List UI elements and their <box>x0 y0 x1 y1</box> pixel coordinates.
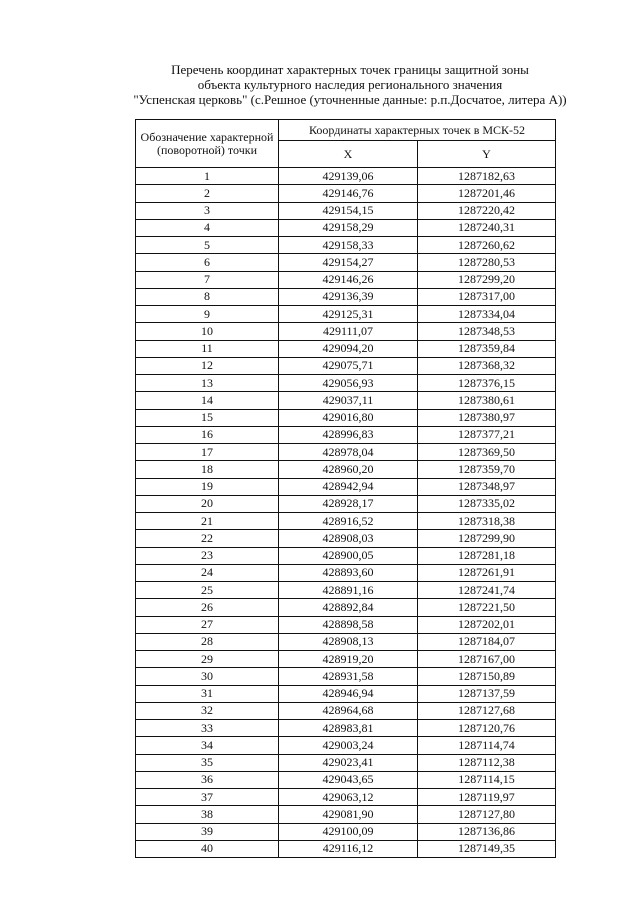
point-number-cell: 27 <box>136 616 279 633</box>
point-number-cell: 26 <box>136 599 279 616</box>
table-row <box>136 840 556 857</box>
x-coordinate-cell: 428964,68 <box>279 702 418 719</box>
y-coordinate-cell: 1287114,74 <box>418 737 556 754</box>
point-number-cell: 28 <box>136 633 279 650</box>
x-coordinate-cell: 428908,03 <box>279 530 418 547</box>
point-number-cell: 20 <box>136 495 279 512</box>
table-row <box>136 461 556 478</box>
y-coordinate-cell: 1287380,97 <box>418 409 556 426</box>
table-row <box>136 771 556 788</box>
x-coordinate-cell: 428919,20 <box>279 651 418 668</box>
point-number-cell: 38 <box>136 806 279 823</box>
x-coordinate-cell: 428931,58 <box>279 668 418 685</box>
point-number-cell: 18 <box>136 461 279 478</box>
y-coordinate-cell: 1287369,50 <box>418 444 556 461</box>
point-number-cell: 33 <box>136 720 279 737</box>
x-coordinate-cell: 429075,71 <box>279 357 418 374</box>
y-coordinate-cell: 1287184,07 <box>418 633 556 650</box>
x-coordinate-cell: 429158,29 <box>279 219 418 236</box>
point-number-cell: 4 <box>136 219 279 236</box>
y-coordinate-cell: 1287368,32 <box>418 357 556 374</box>
point-number-cell: 19 <box>136 478 279 495</box>
table-row <box>136 185 556 202</box>
x-coordinate-cell: 429116,12 <box>279 840 418 857</box>
point-number-cell: 24 <box>136 564 279 581</box>
x-coordinate-cell: 428946,94 <box>279 685 418 702</box>
y-coordinate-cell: 1287182,63 <box>418 168 556 185</box>
coords-group-header: Координаты характерных точек в МСК-52 <box>279 120 556 141</box>
x-coordinate-cell: 428892,84 <box>279 599 418 616</box>
table-row <box>136 202 556 219</box>
table-row <box>136 357 556 374</box>
x-coordinate-cell: 429081,90 <box>279 806 418 823</box>
y-coordinate-cell: 1287120,76 <box>418 720 556 737</box>
point-number-cell: 23 <box>136 547 279 564</box>
table-row <box>136 582 556 599</box>
y-coordinate-cell: 1287127,80 <box>418 806 556 823</box>
y-coordinate-cell: 1287348,53 <box>418 323 556 340</box>
point-number-cell: 10 <box>136 323 279 340</box>
y-column-header: Y <box>418 141 556 168</box>
point-number-cell: 30 <box>136 668 279 685</box>
point-number-cell: 9 <box>136 306 279 323</box>
y-coordinate-cell: 1287119,97 <box>418 789 556 806</box>
y-coordinate-cell: 1287149,35 <box>418 840 556 857</box>
point-number-cell: 36 <box>136 771 279 788</box>
y-coordinate-cell: 1287334,04 <box>418 306 556 323</box>
point-number-cell: 6 <box>136 254 279 271</box>
point-number-cell: 5 <box>136 237 279 254</box>
x-coordinate-cell: 428893,60 <box>279 564 418 581</box>
table-row <box>136 409 556 426</box>
point-number-cell: 34 <box>136 737 279 754</box>
y-coordinate-cell: 1287261,91 <box>418 564 556 581</box>
y-coordinate-cell: 1287136,86 <box>418 823 556 840</box>
x-coordinate-cell: 429154,27 <box>279 254 418 271</box>
y-coordinate-cell: 1287221,50 <box>418 599 556 616</box>
point-number-cell: 37 <box>136 789 279 806</box>
y-coordinate-cell: 1287150,89 <box>418 668 556 685</box>
x-coordinate-cell: 429139,06 <box>279 168 418 185</box>
y-coordinate-cell: 1287376,15 <box>418 375 556 392</box>
table-row <box>136 651 556 668</box>
x-coordinate-cell: 429063,12 <box>279 789 418 806</box>
y-coordinate-cell: 1287359,70 <box>418 461 556 478</box>
x-coordinate-cell: 429146,76 <box>279 185 418 202</box>
y-coordinate-cell: 1287220,42 <box>418 202 556 219</box>
table-row <box>136 754 556 771</box>
y-coordinate-cell: 1287114,15 <box>418 771 556 788</box>
x-coordinate-cell: 428908,13 <box>279 633 418 650</box>
y-coordinate-cell: 1287260,62 <box>418 237 556 254</box>
point-number-cell: 8 <box>136 288 279 305</box>
y-coordinate-cell: 1287348,97 <box>418 478 556 495</box>
table-row <box>136 219 556 236</box>
x-coordinate-cell: 428928,17 <box>279 495 418 512</box>
table-row <box>136 806 556 823</box>
x-coordinate-cell: 429023,41 <box>279 754 418 771</box>
y-coordinate-cell: 1287299,90 <box>418 530 556 547</box>
y-coordinate-cell: 1287299,20 <box>418 271 556 288</box>
point-number-cell: 21 <box>136 513 279 530</box>
x-coordinate-cell: 428960,20 <box>279 461 418 478</box>
point-number-cell: 13 <box>136 375 279 392</box>
point-number-cell: 25 <box>136 582 279 599</box>
table-row <box>136 702 556 719</box>
table-row <box>136 737 556 754</box>
x-coordinate-cell: 429043,65 <box>279 771 418 788</box>
point-number-cell: 16 <box>136 426 279 443</box>
title-line-2: объекта культурного наследия регионального значения <box>197 77 503 92</box>
y-coordinate-cell: 1287201,46 <box>418 185 556 202</box>
table-row <box>136 599 556 616</box>
table-row <box>136 633 556 650</box>
y-coordinate-cell: 1287137,59 <box>418 685 556 702</box>
table-row <box>136 823 556 840</box>
x-coordinate-cell: 428978,04 <box>279 444 418 461</box>
table-row <box>136 392 556 409</box>
y-coordinate-cell: 1287335,02 <box>418 495 556 512</box>
x-coordinate-cell: 428891,16 <box>279 582 418 599</box>
table-row <box>136 616 556 633</box>
table-row <box>136 288 556 305</box>
table-row <box>136 254 556 271</box>
document-title <box>0 62 640 107</box>
x-coordinate-cell: 429154,15 <box>279 202 418 219</box>
x-coordinate-cell: 429158,33 <box>279 237 418 254</box>
table-row <box>136 668 556 685</box>
x-coordinate-cell: 429056,93 <box>279 375 418 392</box>
y-coordinate-cell: 1287240,31 <box>418 219 556 236</box>
table-row <box>136 306 556 323</box>
table-row <box>136 340 556 357</box>
y-coordinate-cell: 1287380,61 <box>418 392 556 409</box>
point-number-cell: 11 <box>136 340 279 357</box>
x-coordinate-cell: 429125,31 <box>279 306 418 323</box>
x-coordinate-cell: 429146,26 <box>279 271 418 288</box>
point-number-cell: 29 <box>136 651 279 668</box>
table-row <box>136 375 556 392</box>
point-number-cell: 14 <box>136 392 279 409</box>
table-row <box>136 237 556 254</box>
coordinates-table <box>135 119 556 858</box>
x-coordinate-cell: 429016,80 <box>279 409 418 426</box>
y-coordinate-cell: 1287359,84 <box>418 340 556 357</box>
point-number-cell: 15 <box>136 409 279 426</box>
y-coordinate-cell: 1287112,38 <box>418 754 556 771</box>
x-coordinate-cell: 429136,39 <box>279 288 418 305</box>
title-line-3: "Успенская церковь" (с.Решное (уточненные данные: р.п.Досчатое, литера А)) <box>133 92 567 107</box>
table-row <box>136 168 556 185</box>
x-coordinate-cell: 428900,05 <box>279 547 418 564</box>
point-number-cell: 7 <box>136 271 279 288</box>
y-coordinate-cell: 1287127,68 <box>418 702 556 719</box>
y-coordinate-cell: 1287167,00 <box>418 651 556 668</box>
table-row <box>136 789 556 806</box>
x-coordinate-cell: 428983,81 <box>279 720 418 737</box>
point-number-cell: 39 <box>136 823 279 840</box>
table-row <box>136 271 556 288</box>
x-coordinate-cell: 428996,83 <box>279 426 418 443</box>
point-number-cell: 17 <box>136 444 279 461</box>
table-row <box>136 513 556 530</box>
point-number-cell: 31 <box>136 685 279 702</box>
table-row <box>136 478 556 495</box>
table-row <box>136 720 556 737</box>
table-body <box>136 168 556 858</box>
x-coordinate-cell: 429094,20 <box>279 340 418 357</box>
y-coordinate-cell: 1287280,53 <box>418 254 556 271</box>
table-row <box>136 685 556 702</box>
table-row <box>136 495 556 512</box>
y-coordinate-cell: 1287202,01 <box>418 616 556 633</box>
table-row <box>136 564 556 581</box>
y-coordinate-cell: 1287377,21 <box>418 426 556 443</box>
point-number-cell: 2 <box>136 185 279 202</box>
point-number-cell: 35 <box>136 754 279 771</box>
table-row <box>136 426 556 443</box>
x-coordinate-cell: 429100,09 <box>279 823 418 840</box>
point-number-cell: 32 <box>136 702 279 719</box>
x-coordinate-cell: 429003,24 <box>279 737 418 754</box>
x-coordinate-cell: 428942,94 <box>279 478 418 495</box>
table-row <box>136 547 556 564</box>
table-row <box>136 323 556 340</box>
table-row <box>136 444 556 461</box>
point-number-cell: 12 <box>136 357 279 374</box>
y-coordinate-cell: 1287241,74 <box>418 582 556 599</box>
y-coordinate-cell: 1287317,00 <box>418 288 556 305</box>
x-coordinate-cell: 428898,58 <box>279 616 418 633</box>
point-number-cell: 22 <box>136 530 279 547</box>
x-coordinate-cell: 429111,07 <box>279 323 418 340</box>
x-coordinate-cell: 429037,11 <box>279 392 418 409</box>
x-column-header: X <box>279 141 418 168</box>
header-row-1 <box>136 120 556 141</box>
y-coordinate-cell: 1287281,18 <box>418 547 556 564</box>
table-row <box>136 530 556 547</box>
x-coordinate-cell: 428916,52 <box>279 513 418 530</box>
point-label-header: Обозначение характерной (поворотной) точки <box>136 120 279 168</box>
point-number-cell: 3 <box>136 202 279 219</box>
y-coordinate-cell: 1287318,38 <box>418 513 556 530</box>
point-number-cell: 1 <box>136 168 279 185</box>
title-line-1: Перечень координат характерных точек границы защитной зоны <box>171 62 529 77</box>
point-number-cell: 40 <box>136 840 279 857</box>
